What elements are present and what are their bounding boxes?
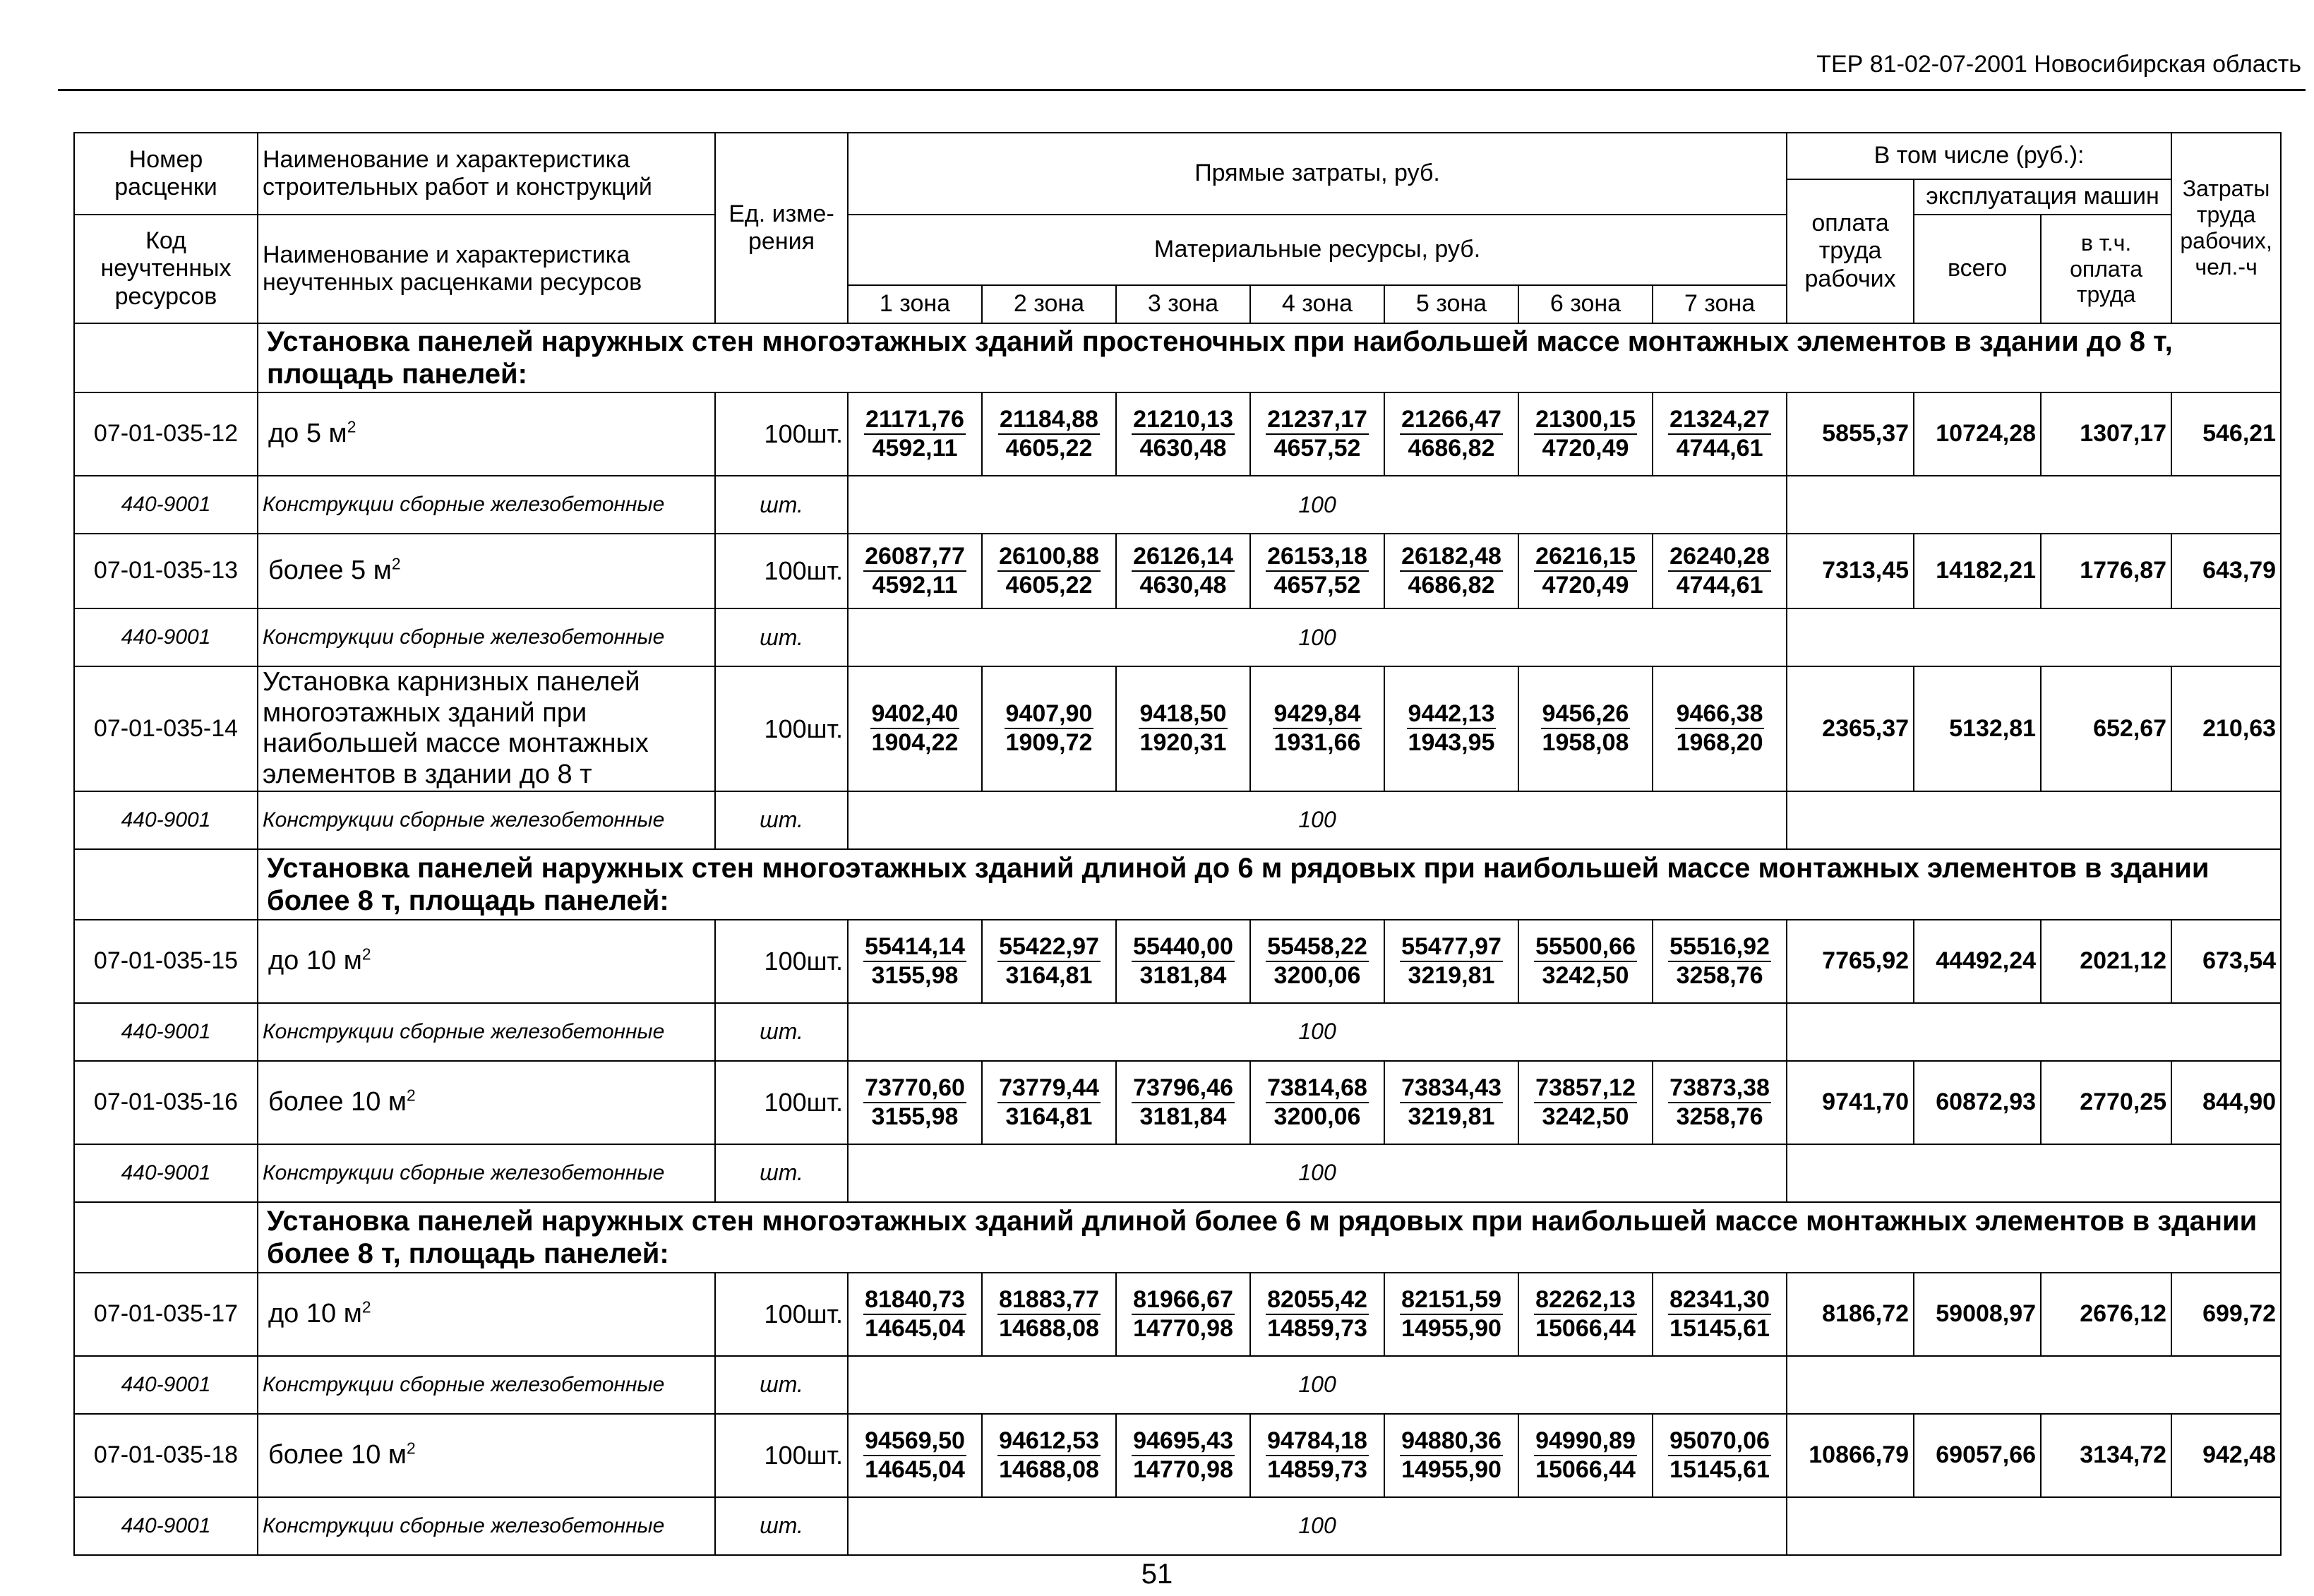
rate-unit: 100шт. — [715, 666, 848, 791]
zone-cost-cell — [848, 1061, 982, 1144]
rate-name-exponent: 2 — [391, 554, 401, 573]
zone-cost-cell — [848, 1273, 982, 1356]
zone-cost-cell — [1653, 392, 1787, 476]
resource-code: 440-9001 — [74, 791, 258, 849]
labor-hours-value: 210,63 — [2171, 666, 2281, 791]
resource-unit: шт. — [715, 476, 848, 534]
machines-labor-value: 2021,12 — [2041, 920, 2171, 1003]
machines-labor-value: 1776,87 — [2041, 534, 2171, 608]
labor-pay-value: 8186,72 — [1787, 1273, 1914, 1356]
zone-cost-cell — [1116, 666, 1250, 791]
rate-row — [74, 1273, 2281, 1356]
direct-cost-value: 21237,17 — [1266, 406, 1369, 435]
direct-cost-value: 21210,13 — [1132, 406, 1235, 435]
rate-row — [74, 1061, 2281, 1144]
zone-cost-cell — [848, 534, 982, 608]
direct-cost-value: 9456,26 — [1541, 700, 1631, 729]
zone-cost-cell — [1384, 392, 1518, 476]
section-title: Установка панелей наружных стен многоэтажных зданий длиной до 6 м рядовых при наибольшей массе монтажных элементов в здании более 8 т, площадь панелей: — [258, 849, 2281, 920]
material-cost-value: 3242,50 — [1542, 961, 1629, 989]
zone-cost-cell — [1116, 392, 1250, 476]
material-cost-value: 4605,22 — [1005, 435, 1093, 462]
zone-cost-cell — [848, 666, 982, 791]
resource-row — [74, 1356, 2281, 1414]
rate-unit: 100шт. — [715, 392, 848, 476]
header-zone: 6 зона — [1518, 285, 1653, 323]
zone-cost-cell — [1518, 666, 1653, 791]
material-cost-value: 3164,81 — [1005, 961, 1093, 989]
direct-cost-value: 94612,53 — [997, 1427, 1101, 1456]
material-cost-value: 4630,48 — [1139, 572, 1227, 599]
zone-cost-cell — [1116, 1414, 1250, 1497]
resource-name: Конструкции сборные железобетонные — [258, 1144, 715, 1202]
resource-row — [74, 1497, 2281, 1555]
direct-cost-value: 55414,14 — [863, 933, 966, 962]
machines-total-value: 14182,21 — [1914, 534, 2041, 608]
direct-cost-value: 94695,43 — [1132, 1427, 1235, 1456]
resource-code: 440-9001 — [74, 1144, 258, 1202]
direct-cost-value: 73796,46 — [1132, 1074, 1235, 1103]
section-title: Установка панелей наружных стен многоэтажных зданий длиной более 6 м рядовых при наибольшей массе монтажных элементов в здании более 8 т, площадь панелей: — [258, 1202, 2281, 1273]
zone-cost-cell — [1384, 666, 1518, 791]
direct-cost-value: 9418,50 — [1139, 700, 1228, 729]
resource-empty-cell — [1787, 791, 2281, 849]
labor-pay-value: 7313,45 — [1787, 534, 1914, 608]
material-cost-value: 15066,44 — [1535, 1314, 1636, 1342]
material-cost-value: 4686,82 — [1408, 435, 1495, 462]
labor-pay-value: 9741,70 — [1787, 1061, 1914, 1144]
zone-cost-cell — [1518, 534, 1653, 608]
zone-cost-cell — [1116, 1273, 1250, 1356]
direct-cost-value: 94569,50 — [863, 1427, 966, 1456]
resource-code: 440-9001 — [74, 1003, 258, 1061]
resource-unit: шт. — [715, 608, 848, 666]
zone-cost-cell — [1250, 534, 1384, 608]
rate-code: 07-01-035-13 — [74, 534, 258, 608]
labor-hours-value: 942,48 — [2171, 1414, 2281, 1497]
direct-cost-value: 21300,15 — [1534, 406, 1637, 435]
rate-code: 07-01-035-14 — [74, 666, 258, 791]
direct-cost-value: 26240,28 — [1668, 543, 1771, 572]
resource-row — [74, 476, 2281, 534]
section-code-empty — [74, 1202, 258, 1273]
rate-row — [74, 1414, 2281, 1497]
rate-name-exponent: 2 — [347, 417, 356, 436]
machines-labor-value: 2676,12 — [2041, 1273, 2171, 1356]
zone-cost-cell — [1653, 1414, 1787, 1497]
resource-unit: шт. — [715, 1144, 848, 1202]
zone-cost-cell — [1116, 1061, 1250, 1144]
resource-quantity: 100 — [848, 791, 1787, 849]
machines-total-value: 69057,66 — [1914, 1414, 2041, 1497]
rate-row — [74, 666, 2281, 791]
direct-cost-value: 82262,13 — [1534, 1286, 1637, 1315]
labor-pay-value: 5855,37 — [1787, 392, 1914, 476]
direct-cost-value: 55477,97 — [1400, 933, 1503, 962]
resource-row — [74, 608, 2281, 666]
resource-code: 440-9001 — [74, 608, 258, 666]
rate-code: 07-01-035-17 — [74, 1273, 258, 1356]
direct-cost-value: 55516,92 — [1668, 933, 1771, 962]
labor-pay-value: 2365,37 — [1787, 666, 1914, 791]
rate-name-text: более 10 м — [268, 1086, 407, 1117]
direct-cost-value: 73779,44 — [997, 1074, 1101, 1103]
resource-unit: шт. — [715, 1497, 848, 1555]
header-material-resources: Материальные ресурсы, руб. — [848, 215, 1787, 285]
zone-cost-cell — [1653, 666, 1787, 791]
material-cost-value: 14955,90 — [1401, 1456, 1501, 1483]
material-cost-value: 14645,04 — [865, 1314, 965, 1342]
direct-cost-value: 21184,88 — [998, 406, 1100, 435]
section-code-empty — [74, 849, 258, 920]
machines-labor-value: 652,67 — [2041, 666, 2171, 791]
rate-name-exponent: 2 — [361, 1297, 371, 1316]
direct-cost-value: 26087,77 — [863, 543, 966, 572]
material-cost-value: 3155,98 — [871, 961, 959, 989]
zone-cost-cell — [1653, 1061, 1787, 1144]
header-rule — [58, 89, 2306, 91]
zone-cost-cell — [1384, 1273, 1518, 1356]
zone-cost-cell — [982, 666, 1116, 791]
zone-cost-cell — [1384, 1414, 1518, 1497]
zone-cost-cell — [1250, 666, 1384, 791]
labor-hours-value: 643,79 — [2171, 534, 2281, 608]
header-zone: 5 зона — [1384, 285, 1518, 323]
rate-unit: 100шт. — [715, 1273, 848, 1356]
rate-name — [258, 1414, 715, 1497]
rates-table — [73, 132, 2282, 1556]
direct-cost-value: 55422,97 — [997, 933, 1101, 962]
header-zone: 2 зона — [982, 285, 1116, 323]
machines-total-value: 60872,93 — [1914, 1061, 2041, 1144]
rate-name-exponent: 2 — [407, 1086, 416, 1105]
material-cost-value: 4592,11 — [872, 572, 958, 599]
zone-cost-cell — [848, 1414, 982, 1497]
rate-unit: 100шт. — [715, 534, 848, 608]
zone-cost-cell — [1250, 1273, 1384, 1356]
material-cost-value: 3164,81 — [1005, 1103, 1093, 1130]
direct-cost-value: 9442,13 — [1407, 700, 1497, 729]
zone-cost-cell — [982, 392, 1116, 476]
rate-name-exponent: 2 — [407, 1439, 416, 1458]
resource-quantity: 100 — [848, 608, 1787, 666]
machines-labor-value: 3134,72 — [2041, 1414, 2171, 1497]
material-cost-value: 1904,22 — [871, 729, 959, 757]
material-cost-value: 3181,84 — [1139, 961, 1227, 989]
rate-name — [258, 1061, 715, 1144]
rate-unit: 100шт. — [715, 1061, 848, 1144]
rate-unit: 100шт. — [715, 1414, 848, 1497]
rate-name — [258, 920, 715, 1003]
rate-name — [258, 534, 715, 608]
machines-total-value: 10724,28 — [1914, 392, 2041, 476]
rate-code: 07-01-035-18 — [74, 1414, 258, 1497]
resource-row — [74, 791, 2281, 849]
header-zone: 7 зона — [1653, 285, 1787, 323]
rate-name-text: более 10 м — [268, 1439, 407, 1470]
material-cost-value: 14770,98 — [1133, 1456, 1233, 1483]
material-cost-value: 1909,72 — [1005, 729, 1093, 757]
resource-empty-cell — [1787, 1003, 2281, 1061]
resource-unit: шт. — [715, 1356, 848, 1414]
direct-cost-value: 95070,06 — [1668, 1427, 1771, 1456]
zone-cost-cell — [1653, 920, 1787, 1003]
zone-cost-cell — [1518, 1061, 1653, 1144]
page-header: ТЕР 81-02-07-2001 Новосибирская область — [1816, 51, 2301, 78]
header-zone: 3 зона — [1116, 285, 1250, 323]
resource-unit: шт. — [715, 1003, 848, 1061]
material-cost-value: 14688,08 — [999, 1314, 1099, 1342]
direct-cost-value: 9429,84 — [1273, 700, 1362, 729]
material-cost-value: 1958,08 — [1542, 729, 1629, 757]
direct-cost-value: 21266,47 — [1400, 406, 1503, 435]
machines-total-value: 5132,81 — [1914, 666, 2041, 791]
rate-row — [74, 920, 2281, 1003]
rate-name — [258, 1273, 715, 1356]
resource-code: 440-9001 — [74, 1497, 258, 1555]
resource-code: 440-9001 — [74, 476, 258, 534]
header-machines-labor: в т.ч. оплата труда — [2041, 215, 2171, 323]
material-cost-value: 3258,76 — [1676, 1103, 1763, 1130]
zone-cost-cell — [982, 1414, 1116, 1497]
material-cost-value: 15066,44 — [1535, 1456, 1636, 1483]
material-cost-value: 3200,06 — [1273, 961, 1361, 989]
direct-cost-value: 73770,60 — [863, 1074, 966, 1103]
resource-quantity: 100 — [848, 1003, 1787, 1061]
resource-quantity: 100 — [848, 1144, 1787, 1202]
direct-cost-value: 73814,68 — [1266, 1074, 1369, 1103]
direct-cost-value: 82151,59 — [1400, 1286, 1503, 1315]
material-cost-value: 4657,52 — [1273, 435, 1361, 462]
direct-cost-value: 26182,48 — [1400, 543, 1503, 572]
header-zone: 4 зона — [1250, 285, 1384, 323]
rate-name — [258, 392, 715, 476]
header-labor-costs: Затраты труда рабочих, чел.-ч — [2171, 133, 2281, 323]
zone-cost-cell — [1518, 1273, 1653, 1356]
zone-cost-cell — [1250, 392, 1384, 476]
resource-empty-cell — [1787, 608, 2281, 666]
section-header-row — [74, 849, 2281, 920]
direct-cost-value: 73873,38 — [1668, 1074, 1771, 1103]
header-including: В том числе (руб.): — [1787, 133, 2171, 179]
zone-cost-cell — [982, 1273, 1116, 1356]
resource-name: Конструкции сборные железобетонные — [258, 1003, 715, 1061]
section-header-row — [74, 323, 2281, 392]
rate-code: 07-01-035-12 — [74, 392, 258, 476]
resource-empty-cell — [1787, 1356, 2281, 1414]
zone-cost-cell — [1250, 1061, 1384, 1144]
direct-cost-value: 26126,14 — [1132, 543, 1235, 572]
resource-row — [74, 1003, 2281, 1061]
zone-cost-cell — [1518, 1414, 1653, 1497]
zone-cost-cell — [1384, 1061, 1518, 1144]
rate-name-exponent: 2 — [361, 944, 371, 964]
header-resource-code: Код неучтенных ресурсов — [74, 215, 258, 323]
material-cost-value: 15145,61 — [1669, 1456, 1770, 1483]
zone-cost-cell — [1116, 534, 1250, 608]
material-cost-value: 3219,81 — [1408, 1103, 1495, 1130]
direct-cost-value: 55500,66 — [1534, 933, 1637, 962]
rate-name-text: более 5 м — [268, 556, 392, 586]
material-cost-value: 1931,66 — [1273, 729, 1361, 757]
header-zone: 1 зона — [848, 285, 982, 323]
header-labor-pay: оплата труда рабочих — [1787, 179, 1914, 323]
machines-total-value: 59008,97 — [1914, 1273, 2041, 1356]
direct-cost-value: 26153,18 — [1266, 543, 1369, 572]
direct-cost-value: 82341,30 — [1668, 1286, 1771, 1315]
zone-cost-cell — [1384, 534, 1518, 608]
material-cost-value: 3242,50 — [1542, 1103, 1629, 1130]
material-cost-value: 4657,52 — [1273, 572, 1361, 599]
direct-cost-value: 73857,12 — [1534, 1074, 1637, 1103]
header-unit: Ед. изме-рения — [715, 133, 848, 323]
zone-cost-cell — [982, 1061, 1116, 1144]
header-direct-costs: Прямые затраты, руб. — [848, 133, 1787, 215]
labor-pay-value: 10866,79 — [1787, 1414, 1914, 1497]
material-cost-value: 14770,98 — [1133, 1314, 1233, 1342]
resource-row — [74, 1144, 2281, 1202]
material-cost-value: 3155,98 — [871, 1103, 959, 1130]
direct-cost-value: 26100,88 — [997, 543, 1101, 572]
zone-cost-cell — [1250, 1414, 1384, 1497]
direct-cost-value: 94784,18 — [1266, 1427, 1369, 1456]
labor-hours-value: 673,54 — [2171, 920, 2281, 1003]
direct-cost-value: 9407,90 — [1005, 700, 1094, 729]
section-title: Установка панелей наружных стен многоэтажных зданий простеночных при наибольшей массе монтажных элементов в здании до 8 т, площадь панелей: — [258, 323, 2281, 392]
zone-cost-cell — [848, 392, 982, 476]
direct-cost-value: 82055,42 — [1266, 1286, 1369, 1315]
header-machine-operation: эксплуатация машин — [1914, 179, 2171, 215]
rate-name — [258, 666, 715, 791]
zone-cost-cell — [1518, 920, 1653, 1003]
direct-cost-value: 55458,22 — [1266, 933, 1369, 962]
direct-cost-value: 55440,00 — [1132, 933, 1235, 962]
direct-cost-value: 81883,77 — [997, 1286, 1101, 1315]
direct-cost-value: 94990,89 — [1534, 1427, 1637, 1456]
labor-hours-value: 546,21 — [2171, 392, 2281, 476]
material-cost-value: 14645,04 — [865, 1456, 965, 1483]
resource-name: Конструкции сборные железобетонные — [258, 1497, 715, 1555]
machines-labor-value: 1307,17 — [2041, 392, 2171, 476]
zone-cost-cell — [1384, 920, 1518, 1003]
labor-hours-value: 699,72 — [2171, 1273, 2281, 1356]
rate-name-text: до 5 м — [268, 419, 347, 449]
header-rate-number: Номер расценки — [74, 133, 258, 215]
rate-unit: 100шт. — [715, 920, 848, 1003]
material-cost-value: 4744,61 — [1676, 435, 1763, 462]
resource-name: Конструкции сборные железобетонные — [258, 1356, 715, 1414]
resource-name: Конструкции сборные железобетонные — [258, 476, 715, 534]
resource-empty-cell — [1787, 1497, 2281, 1555]
machines-total-value: 44492,24 — [1914, 920, 2041, 1003]
resource-empty-cell — [1787, 476, 2281, 534]
direct-cost-value: 81840,73 — [863, 1286, 966, 1315]
zone-cost-cell — [1116, 920, 1250, 1003]
machines-labor-value: 2770,25 — [2041, 1061, 2171, 1144]
resource-unit: шт. — [715, 791, 848, 849]
resource-quantity: 100 — [848, 1356, 1787, 1414]
resource-quantity: 100 — [848, 1497, 1787, 1555]
resource-quantity: 100 — [848, 476, 1787, 534]
rate-name-text: Установка карнизных панелей многоэтажных зданий при наибольшей массе монтажных элементов в здании до 8 т — [263, 667, 649, 790]
direct-cost-value: 21324,27 — [1668, 406, 1771, 435]
header-work-name: Наименование и характеристика строительных работ и конструкций — [258, 133, 715, 215]
material-cost-value: 4686,82 — [1408, 572, 1495, 599]
labor-hours-value: 844,90 — [2171, 1061, 2281, 1144]
material-cost-value: 1968,20 — [1676, 729, 1763, 757]
zone-cost-cell — [1653, 534, 1787, 608]
material-cost-value: 3200,06 — [1273, 1103, 1361, 1130]
rate-code: 07-01-035-16 — [74, 1061, 258, 1144]
zone-cost-cell — [1653, 1273, 1787, 1356]
material-cost-value: 14859,73 — [1267, 1456, 1367, 1483]
material-cost-value: 4605,22 — [1005, 572, 1093, 599]
material-cost-value: 14859,73 — [1267, 1314, 1367, 1342]
zone-cost-cell — [982, 920, 1116, 1003]
rate-row — [74, 392, 2281, 476]
page-number: 51 — [1141, 1559, 1173, 1590]
resource-name: Конструкции сборные железобетонные — [258, 608, 715, 666]
labor-pay-value: 7765,92 — [1787, 920, 1914, 1003]
direct-cost-value: 73834,43 — [1400, 1074, 1503, 1103]
direct-cost-value: 21171,76 — [864, 406, 966, 435]
material-cost-value: 4744,61 — [1676, 572, 1763, 599]
material-cost-value: 14955,90 — [1401, 1314, 1501, 1342]
resource-code: 440-9001 — [74, 1356, 258, 1414]
material-cost-value: 4592,11 — [872, 435, 958, 462]
direct-cost-value: 26216,15 — [1534, 543, 1637, 572]
material-cost-value: 15145,61 — [1669, 1314, 1770, 1342]
resource-name: Конструкции сборные железобетонные — [258, 791, 715, 849]
direct-cost-value: 9466,38 — [1675, 700, 1765, 729]
material-cost-value: 14688,08 — [999, 1456, 1099, 1483]
material-cost-value: 3181,84 — [1139, 1103, 1227, 1130]
material-cost-value: 1920,31 — [1139, 729, 1227, 757]
direct-cost-value: 94880,36 — [1400, 1427, 1503, 1456]
material-cost-value: 4720,49 — [1542, 572, 1629, 599]
section-header-row — [74, 1202, 2281, 1273]
material-cost-value: 4630,48 — [1139, 435, 1227, 462]
zone-cost-cell — [848, 920, 982, 1003]
resource-empty-cell — [1787, 1144, 2281, 1202]
rate-name-text: до 10 м — [268, 945, 362, 976]
zone-cost-cell — [1518, 392, 1653, 476]
rate-row — [74, 534, 2281, 608]
header-resource-name: Наименование и характеристика неучтенных расценками ресурсов — [258, 215, 715, 323]
material-cost-value: 3219,81 — [1408, 961, 1495, 989]
rate-name-text: до 10 м — [268, 1298, 362, 1328]
zone-cost-cell — [1250, 920, 1384, 1003]
section-code-empty — [74, 323, 258, 392]
header-machines-total: всего — [1914, 215, 2041, 323]
material-cost-value: 4720,49 — [1542, 435, 1629, 462]
rates-body — [74, 323, 2281, 1555]
direct-cost-value: 9402,40 — [870, 700, 960, 729]
rate-code: 07-01-035-15 — [74, 920, 258, 1003]
material-cost-value: 1943,95 — [1408, 729, 1495, 757]
material-cost-value: 3258,76 — [1676, 961, 1763, 989]
direct-cost-value: 81966,67 — [1132, 1286, 1235, 1315]
zone-cost-cell — [982, 534, 1116, 608]
